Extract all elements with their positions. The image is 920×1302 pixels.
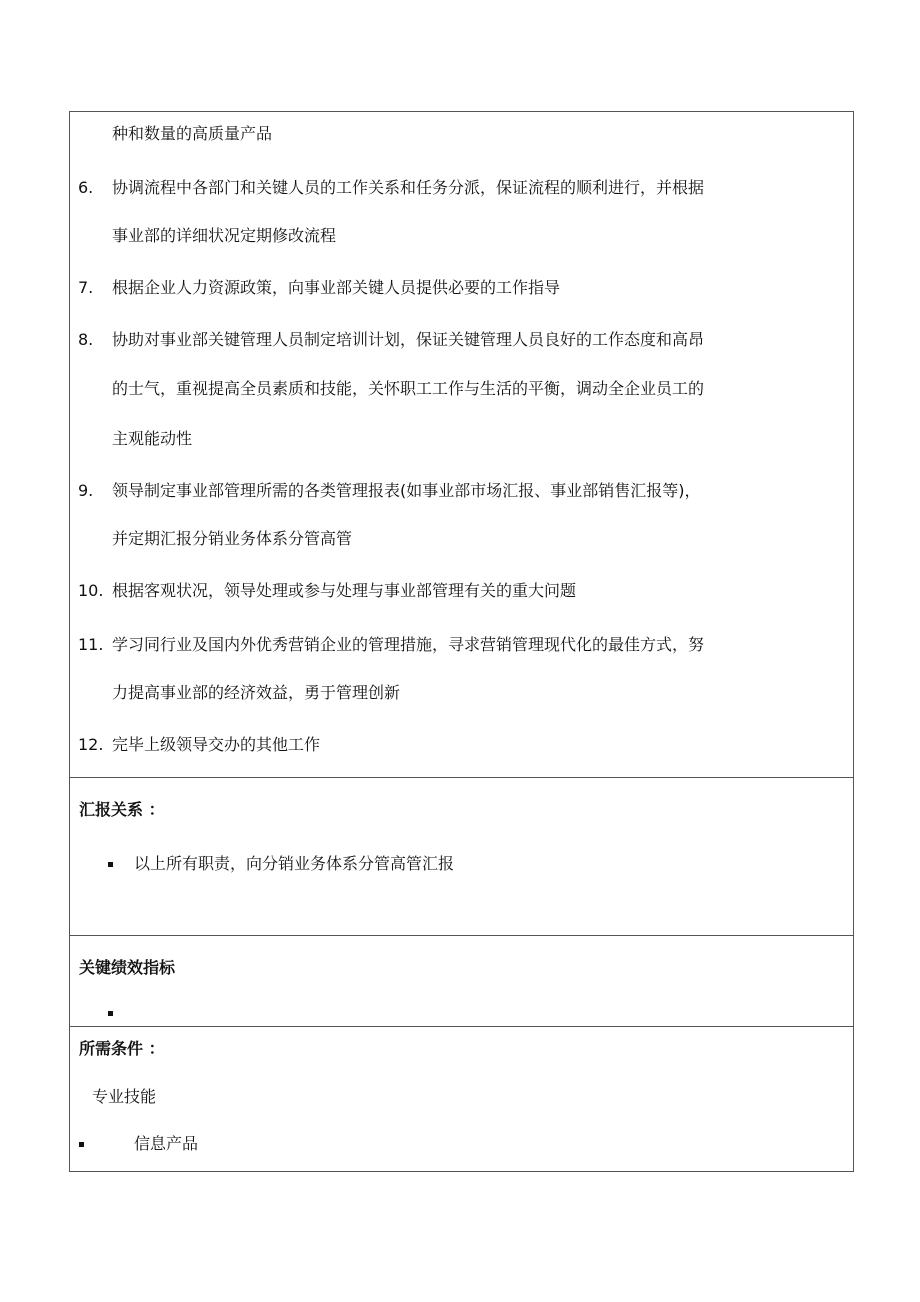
duty-text: 协助对事业部关键管理人员制定培训计划，保证关键管理人员良好的工作态度和高昂: [112, 330, 705, 349]
reporting-item: 以上所有职责，向分销业务体系分管高管汇报: [134, 854, 455, 873]
kpi-section: [70, 935, 853, 1026]
duty-text: 协调流程中各部门和关键人员的工作关系和任务分派，保证流程的顺利进行，并根据: [112, 178, 705, 197]
duty-text: 主观能动性: [112, 429, 193, 448]
requirements-heading: 所需条件 ：: [79, 1039, 165, 1058]
bullet-icon: [108, 1011, 113, 1016]
duty-text: 学习同行业及国内外优秀营销企业的管理措施，寻求营销管理现代化的最佳方式，努: [112, 635, 705, 654]
duty-number: 12.: [78, 735, 104, 754]
kpi-heading: 关键绩效指标: [79, 958, 176, 977]
duty-text: 根据企业人力资源政策，向事业部关键人员提供必要的工作指导: [112, 278, 561, 297]
job-description-table: [69, 111, 854, 1172]
duty-number: 6.: [78, 178, 94, 197]
duties-section: [70, 112, 853, 777]
duty-carryover-line: 种和数量的高质量产品: [112, 124, 273, 143]
duty-number: 9.: [78, 481, 94, 500]
reporting-section: [70, 777, 853, 935]
duty-text: 的士气，重视提高全员素质和技能，关怀职工工作与生活的平衡，调动全企业员工的: [112, 379, 705, 398]
duty-text: 并定期汇报分销业务体系分管高管: [112, 529, 353, 548]
bullet-icon: [108, 862, 113, 867]
duty-number: 11.: [78, 635, 104, 654]
duty-text: 完毕上级领导交办的其他工作: [112, 735, 321, 754]
requirements-item: 信息产品: [134, 1134, 199, 1153]
bullet-icon: [79, 1142, 84, 1147]
reporting-heading: 汇报关系 ：: [79, 800, 165, 819]
requirements-subheading: 专业技能: [92, 1087, 157, 1106]
duty-text: 根据客观状况，领导处理或参与处理与事业部管理有关的重大问题: [112, 581, 577, 600]
duty-number: 8.: [78, 330, 94, 349]
duty-number: 10.: [78, 581, 104, 600]
duty-text: 力提高事业部的经济效益，勇于管理创新: [112, 683, 401, 702]
duty-text: 事业部的详细状况定期修改流程: [112, 226, 337, 245]
requirements-section: [70, 1026, 853, 1171]
duty-number: 7.: [78, 278, 94, 297]
duty-text: 领导制定事业部管理所需的各类管理报表(如事业部市场汇报、事业部销售汇报等)，: [112, 481, 701, 500]
